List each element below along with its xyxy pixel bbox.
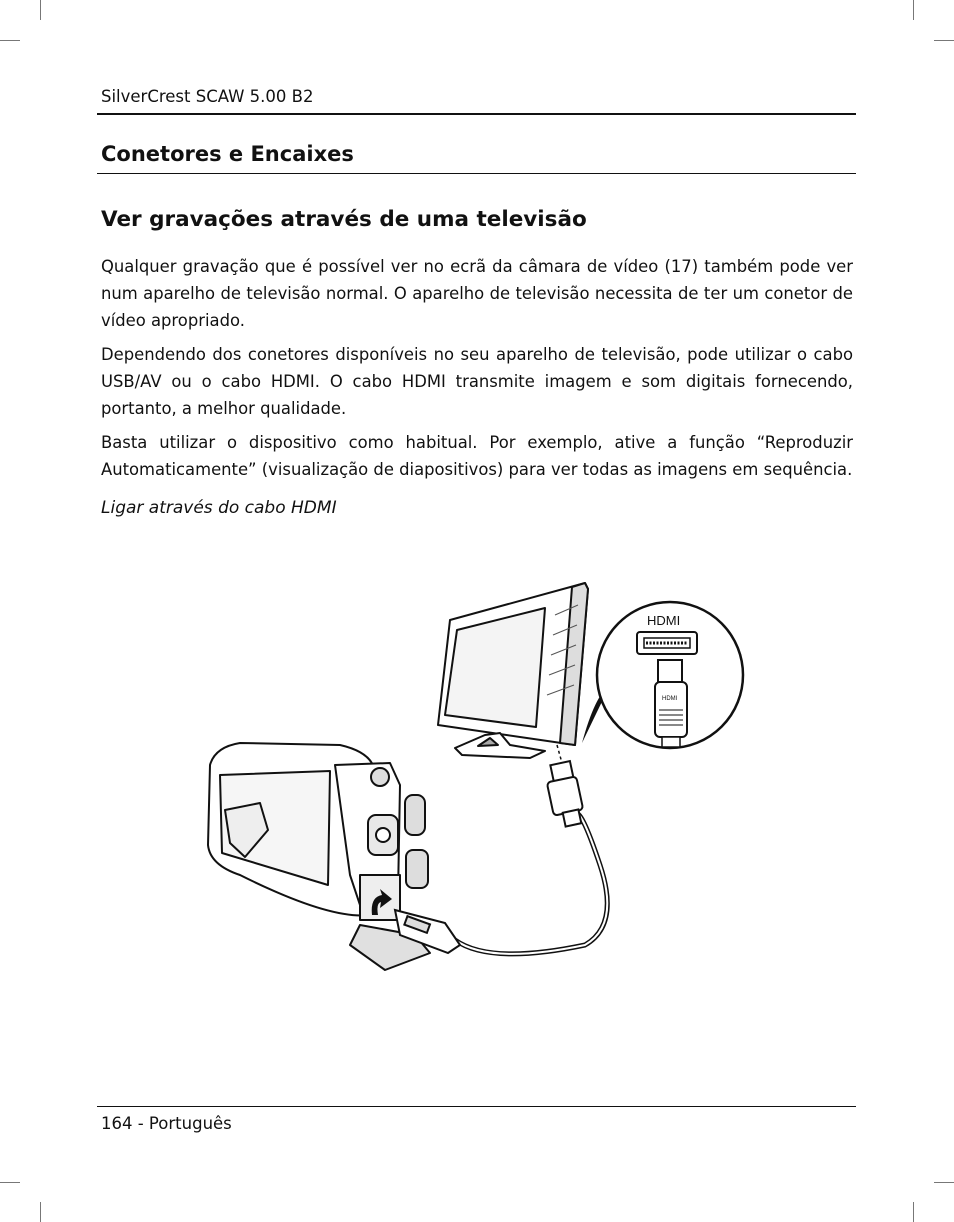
camcorder-icon: [208, 743, 430, 970]
crop-mark: [40, 1202, 41, 1222]
hdmi-plug-logo: HDMI: [662, 696, 678, 702]
crop-mark: [40, 0, 41, 20]
paragraph-3: Basta utilizar o dispositivo como habitual. Por exemplo, ative a função “Reproduzir Automaticamente” (visualização de diapositivos) para ver todas as imagens em sequência.: [101, 433, 853, 479]
hdmi-plug-monitor-end: [547, 761, 583, 826]
monitor-icon: [438, 583, 588, 758]
page-heading: Ver gravações através de uma televisão: [101, 207, 587, 232]
crop-mark: [913, 1202, 914, 1222]
section-rule: [97, 173, 856, 174]
footer-rule: [97, 1106, 856, 1107]
page-number: 164 - Português: [101, 1114, 232, 1133]
crop-mark: [934, 1182, 954, 1183]
hdmi-port-label: HDMI: [647, 613, 681, 628]
paragraph-2: Dependendo dos conetores disponíveis no seu aparelho de televisão, pode utilizar o cabo USB/AV ou o cabo HDMI. O cabo HDMI transmite imagem e som digitais fornecendo, portanto, a melhor qualidade.: [101, 345, 853, 418]
running-header: SilverCrest SCAW 5.00 B2: [101, 87, 314, 106]
crop-mark: [913, 0, 914, 20]
hdmi-callout: [582, 602, 743, 748]
crop-mark: [0, 40, 20, 41]
crop-mark: [0, 1182, 20, 1183]
figure-caption: Ligar através do cabo HDMI: [101, 498, 337, 518]
header-rule: [97, 113, 856, 115]
crop-mark: [934, 40, 954, 41]
section-title: Conetores e Encaixes: [101, 142, 354, 166]
hdmi-cable: [455, 745, 607, 954]
paragraph-1: Qualquer gravação que é possível ver no ecrã da câmara de vídeo (17) também pode ver num aparelho de televisão normal. O aparelho de televisão necessita de ter um conetor de vídeo apropriado.: [101, 257, 853, 330]
hdmi-connection-illustration: [200, 575, 750, 980]
